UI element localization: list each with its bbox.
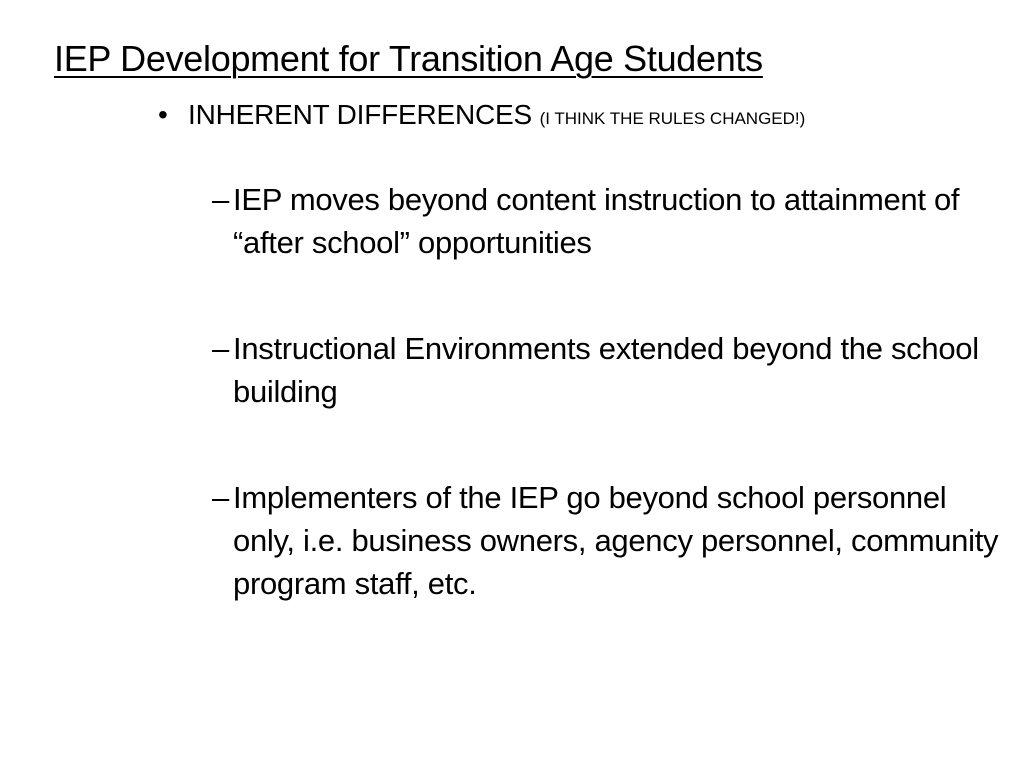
slide-title: IEP Development for Transition Age Students — [54, 38, 763, 79]
sub-bullet-item — [212, 327, 1002, 413]
dash-marker: – — [212, 331, 229, 366]
bullet-heading: INHERENT DIFFERENCES — [188, 99, 532, 130]
bullet-marker: • — [158, 99, 168, 130]
sub-bullet-text: IEP moves beyond content instruction to attainment of “after school” opportunities — [233, 182, 960, 260]
dash-marker: – — [212, 480, 229, 515]
bullet-note: (I THINK THE RULES CHANGED!) — [539, 109, 806, 128]
sub-bullet-text: Implementers of the IEP go beyond school personnel only, i.e. business owners, agency personnel, community program staff, etc. — [233, 480, 999, 601]
dash-marker: – — [212, 182, 229, 217]
bullet-inherent-differences — [158, 95, 805, 139]
sub-bullet-text: Instructional Environments extended beyond the school building — [233, 331, 979, 409]
sub-bullet-item — [212, 178, 1002, 264]
sub-bullet-item — [212, 476, 1002, 605]
sub-bullet-list — [212, 178, 1002, 668]
